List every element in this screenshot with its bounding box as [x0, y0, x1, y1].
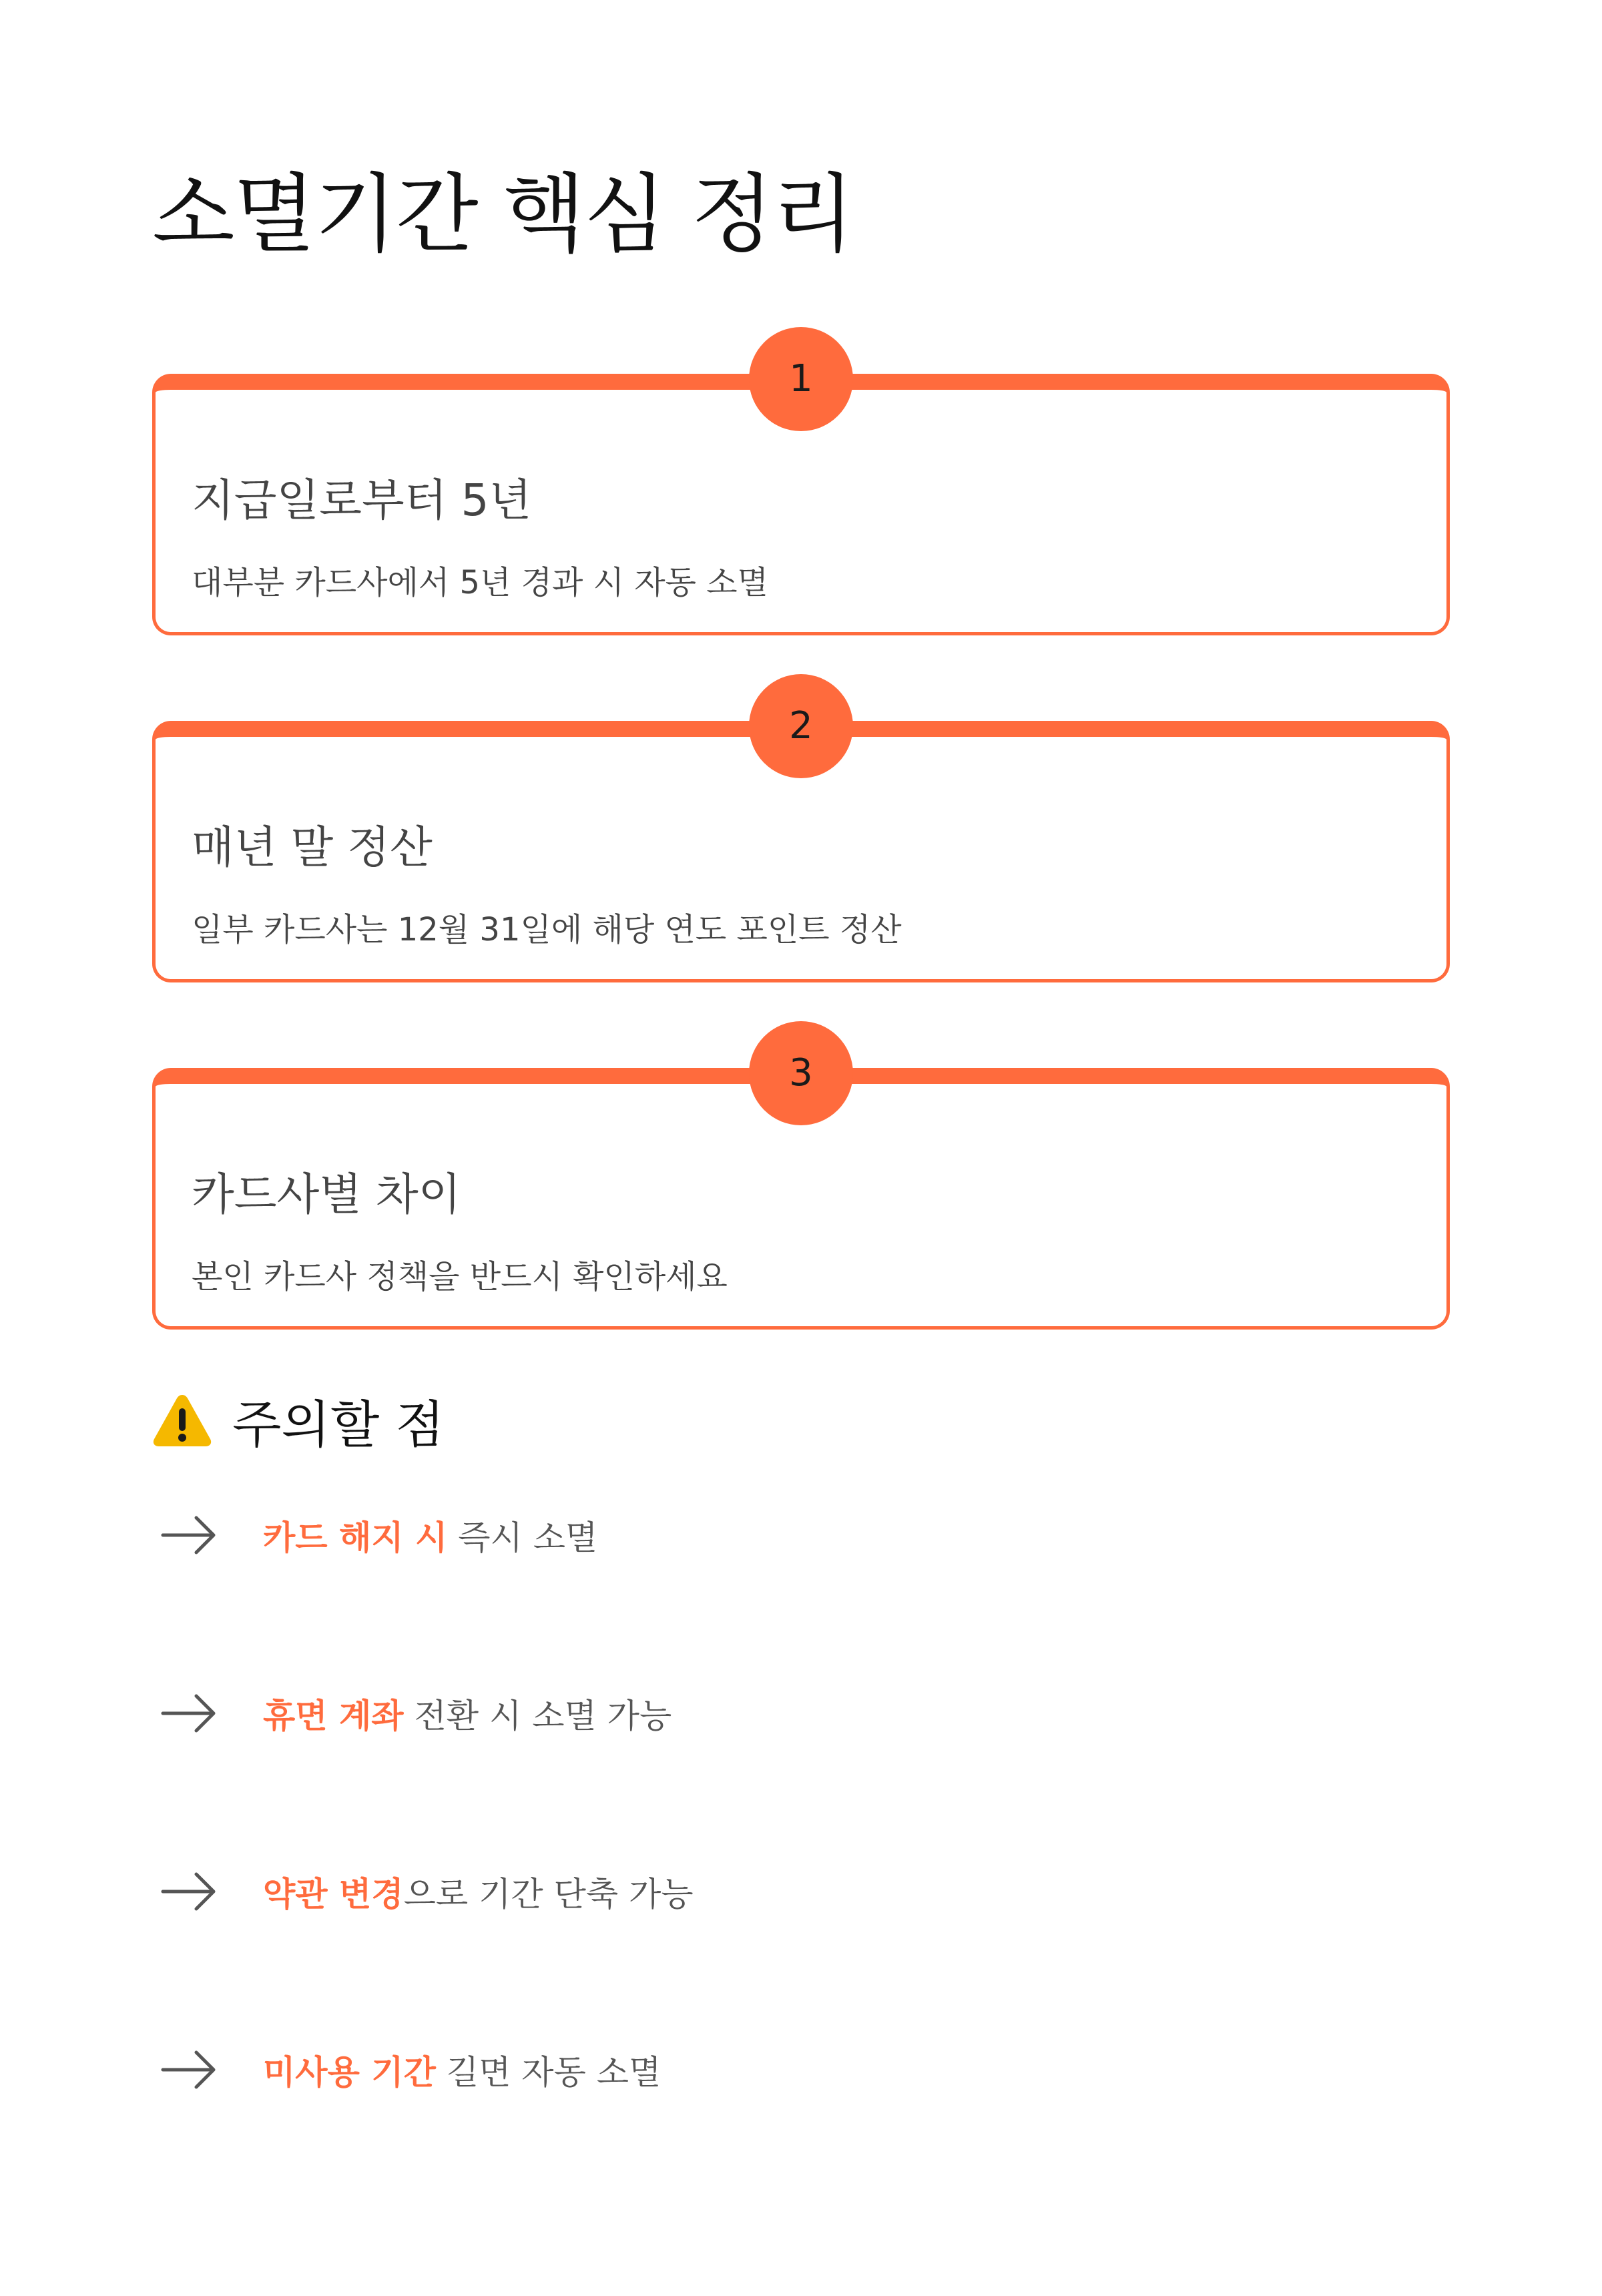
card-title: 매년 말 정산: [192, 822, 433, 873]
caution-rest: 즉시 소멸: [447, 1518, 598, 1557]
card-description: 일부 카드사는 12월 31일에 해당 연도 포인트 정산: [192, 911, 902, 948]
caution-text: [263, 2046, 661, 2094]
caution-highlight: 휴면 계좌: [263, 1697, 404, 1735]
caution-highlight: 약관 변경: [263, 1875, 404, 1914]
caution-text: [263, 1511, 597, 1559]
caution-highlight: 카드 해지 시: [263, 1518, 448, 1557]
card-number-badge: 2: [749, 674, 853, 778]
caution-rest: 으로 기간 단축 가능: [403, 1875, 694, 1914]
caution-item: [160, 1861, 694, 1922]
caution-title: 주의할 점: [232, 1394, 445, 1454]
arrow-right-icon: [160, 1872, 218, 1912]
caution-item: [160, 1683, 672, 1743]
arrow-right-icon: [160, 1693, 218, 1733]
caution-text: [263, 1868, 694, 1916]
card-title: 지급일로부터 5년: [192, 475, 532, 526]
summary-card-1: [152, 357, 1450, 635]
summary-card-2: [152, 704, 1450, 982]
caution-highlight: 미사용 기간: [263, 2053, 436, 2092]
page-title: 소멸기간 핵심 정리: [152, 165, 854, 264]
caution-text: [263, 1689, 672, 1737]
card-number-badge: 3: [749, 1021, 853, 1125]
caution-item: [160, 1505, 597, 1565]
summary-card-3: [152, 1051, 1450, 1330]
warning-icon: [152, 1392, 212, 1448]
arrow-right-icon: [160, 1515, 218, 1555]
caution-rest: 전환 시 소멸 가능: [403, 1697, 672, 1735]
card-description: 대부분 카드사에서 5년 경과 시 자동 소멸: [192, 564, 768, 601]
card-title: 카드사별 차이: [192, 1169, 461, 1220]
caution-rest: 길면 자동 소멸: [435, 2053, 661, 2092]
caution-heading: [152, 1387, 445, 1454]
arrow-right-icon: [160, 2050, 218, 2090]
card-description: 본인 카드사 정책을 반드시 확인하세요: [192, 1258, 728, 1296]
card-number-badge: 1: [749, 327, 853, 431]
caution-item: [160, 2040, 661, 2100]
